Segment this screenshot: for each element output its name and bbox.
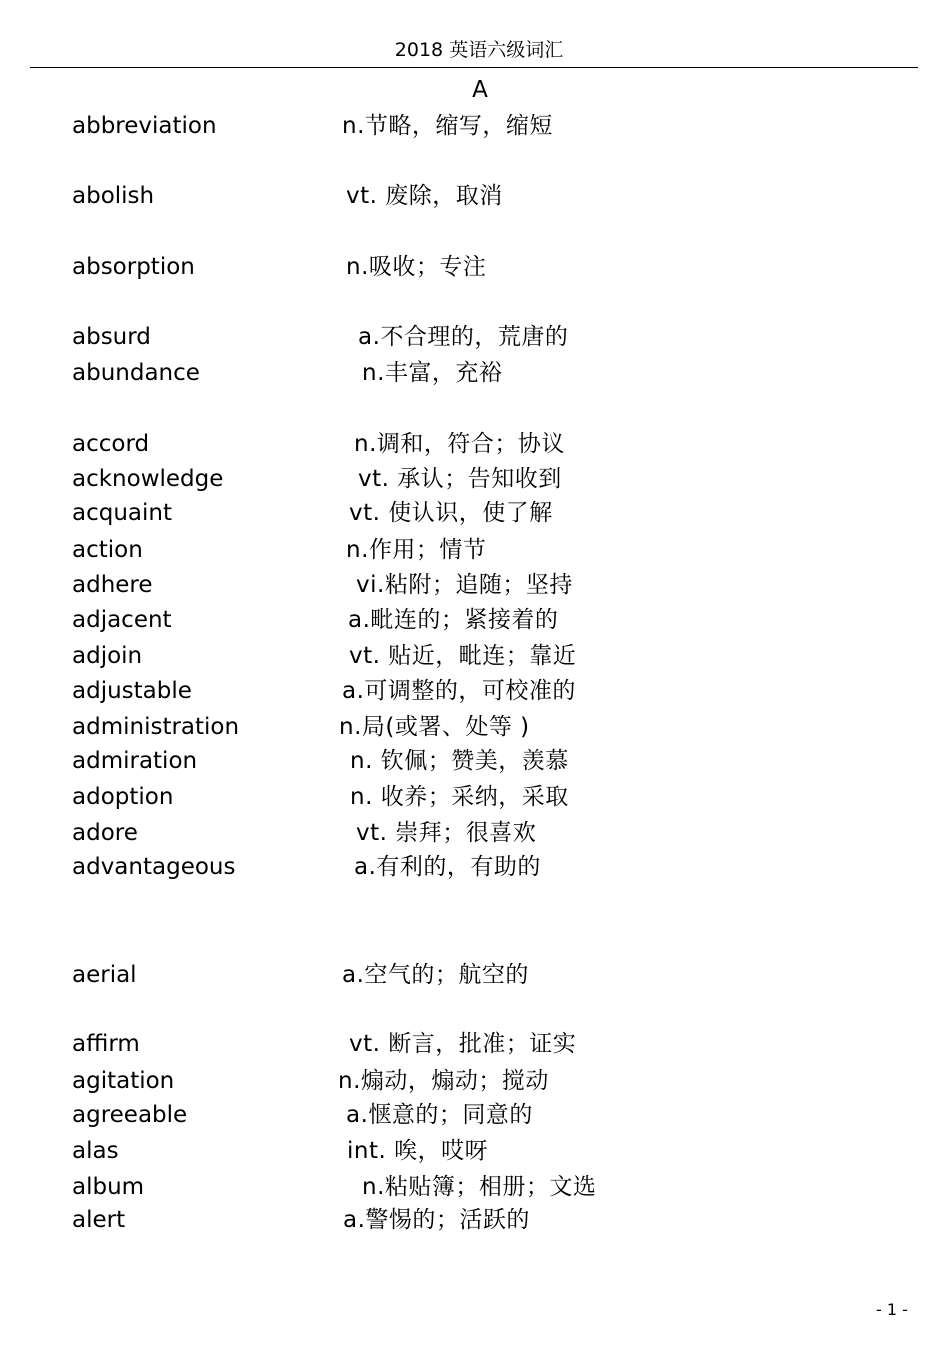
entry-definition: vt. 崇拜；很喜欢 (356, 820, 537, 846)
vocab-entry (0, 676, 950, 706)
vocab-entry (0, 252, 950, 282)
entry-definition: n.局(或署、处等 ) (339, 714, 530, 740)
vocab-entry (0, 818, 950, 848)
entry-definition: n.煽动，煽动；搅动 (338, 1068, 549, 1094)
vocab-entry (0, 1205, 950, 1235)
entry-word: accord (72, 431, 150, 457)
entry-definition: a.警惕的；活跃的 (343, 1207, 530, 1233)
vocab-entry (0, 746, 950, 776)
entry-definition: n. 收养；采纳，采取 (350, 784, 569, 810)
entry-word: aerial (72, 962, 137, 988)
entry-word: agreeable (72, 1102, 188, 1128)
vocab-entry (0, 712, 950, 742)
entry-definition: int. 唉，哎呀 (347, 1138, 489, 1164)
entry-definition: a.空气的；航空的 (342, 962, 529, 988)
entry-word: adore (72, 820, 138, 846)
entry-word: alert (72, 1207, 126, 1233)
entry-word: album (72, 1174, 145, 1200)
vocab-entry (0, 605, 950, 635)
section-letter: A (472, 77, 488, 103)
vocab-entry (0, 358, 950, 388)
entry-word: affirm (72, 1031, 140, 1057)
vocab-entry (0, 1029, 950, 1059)
vocab-entry (0, 429, 950, 459)
vocab-entry (0, 960, 950, 990)
entry-word: administration (72, 714, 240, 740)
entry-definition: vt. 贴近，毗连；靠近 (349, 643, 577, 669)
entry-word: abundance (72, 360, 200, 386)
entry-definition: n. 钦佩；赞美，羡慕 (350, 748, 569, 774)
vocab-entry (0, 111, 950, 141)
entry-definition: a.不合理的，荒唐的 (358, 324, 569, 350)
entry-definition: vi.粘附；追随；坚持 (356, 572, 573, 598)
entry-word: adjoin (72, 643, 143, 669)
vocab-entry (0, 852, 950, 882)
vocab-entry (0, 782, 950, 812)
entry-definition: vt. 废除，取消 (346, 183, 503, 209)
entry-word: abolish (72, 183, 155, 209)
entry-definition: n.吸收；专注 (346, 254, 487, 280)
entry-word: action (72, 537, 143, 563)
entry-definition: vt. 使认识，使了解 (349, 500, 553, 526)
entry-definition: a.有利的，有助的 (354, 854, 541, 880)
entry-word: acquaint (72, 500, 172, 526)
entry-word: admiration (72, 748, 198, 774)
entry-definition: vt. 断言，批准；证实 (349, 1031, 577, 1057)
page-header: 2018 英语六级词汇 (394, 39, 564, 61)
entry-definition: vt. 承认；告知收到 (358, 466, 562, 492)
entry-word: absorption (72, 254, 195, 280)
entry-definition: n.作用；情节 (346, 537, 487, 563)
entry-definition: n.丰富，充裕 (362, 360, 503, 386)
vocab-entry (0, 1136, 950, 1166)
entry-definition: n.粘贴簿；相册；文选 (362, 1174, 597, 1200)
vocab-entry (0, 535, 950, 565)
page-number: - 1 - (876, 1300, 908, 1319)
entry-definition: a.可调整的，可校准的 (342, 678, 576, 704)
vocab-entry (0, 641, 950, 671)
vocab-entry (0, 464, 950, 494)
entry-word: absurd (72, 324, 151, 350)
vocab-entry (0, 322, 950, 352)
vocab-entry (0, 1172, 950, 1202)
entry-word: agitation (72, 1068, 175, 1094)
entry-word: acknowledge (72, 466, 224, 492)
entry-word: adhere (72, 572, 153, 598)
vocab-entry (0, 1066, 950, 1096)
vocab-entry (0, 181, 950, 211)
entry-word: abbreviation (72, 113, 217, 139)
entry-word: alas (72, 1138, 119, 1164)
header-rule (30, 67, 918, 68)
vocab-entry (0, 1100, 950, 1130)
entry-word: adoption (72, 784, 174, 810)
entry-word: adjustable (72, 678, 192, 704)
entry-definition: a.毗连的；紧接着的 (348, 607, 559, 633)
entry-definition: n.调和，符合；协议 (354, 431, 565, 457)
entry-word: adjacent (72, 607, 172, 633)
entry-word: advantageous (72, 854, 236, 880)
vocab-entry (0, 570, 950, 600)
vocab-entry (0, 498, 950, 528)
entry-definition: a.惬意的；同意的 (346, 1102, 533, 1128)
entry-definition: n.节略，缩写，缩短 (342, 113, 553, 139)
